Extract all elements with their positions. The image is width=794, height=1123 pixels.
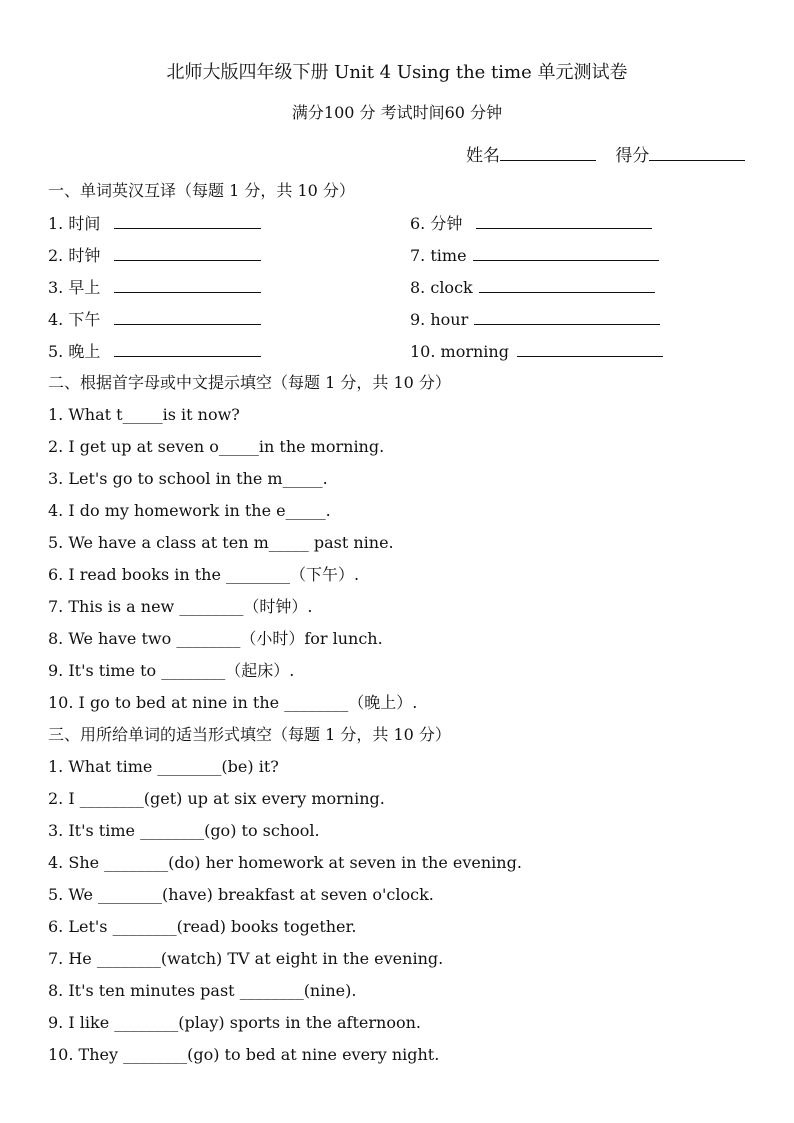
- section1-item: [410, 340, 663, 362]
- name-field[interactable]: [500, 142, 596, 161]
- section2-item: 8. We have two ________（小时）for lunch.: [48, 629, 383, 648]
- section3-item: 3. It's time ________(go) to school.: [48, 821, 320, 840]
- section1-item: [48, 244, 261, 266]
- answer-blank[interactable]: [474, 308, 660, 325]
- score-label: 得分: [615, 146, 650, 166]
- section3-item: 1. What time ________(be) it?: [48, 757, 279, 776]
- section2-item: 3. Let's go to school in the m_____.: [48, 469, 328, 488]
- section2-item: 9. It's time to ________（起床）.: [48, 661, 295, 680]
- section3-item: 9. I like ________(play) sports in the afternoon.: [48, 1013, 421, 1032]
- section3-heading: 三、用所给单词的适当形式填空（每题 1 分，共 10 分）: [48, 725, 451, 744]
- section1-item: [410, 308, 660, 330]
- item-text: 2. 时钟: [48, 246, 101, 265]
- section2-heading: 二、根据首字母或中文提示填空（每题 1 分，共 10 分）: [48, 373, 451, 392]
- section2-item: 7. This is a new ________（时钟）.: [48, 597, 313, 616]
- section1-heading: 一、单词英汉互译（每题 1 分，共 10 分）: [48, 181, 355, 200]
- section2-item: 6. I read books in the ________（下午）.: [48, 565, 360, 584]
- name-label: 姓名: [466, 146, 500, 166]
- answer-blank[interactable]: [114, 212, 261, 229]
- item-text: 1. 时间: [48, 214, 101, 233]
- section3-item: 6. Let's ________(read) books together.: [48, 917, 357, 936]
- section3-item: 4. She ________(do) her homework at seven in the evening.: [48, 853, 522, 872]
- answer-blank[interactable]: [517, 340, 663, 357]
- answer-blank[interactable]: [114, 308, 261, 325]
- answer-blank[interactable]: [479, 276, 655, 293]
- item-text: 10. morning: [410, 342, 509, 361]
- answer-blank[interactable]: [114, 244, 261, 261]
- page-title: 北师大版四年级下册 Unit 4 Using the time 单元测试卷: [166, 62, 628, 83]
- item-text: 7. time: [410, 246, 467, 265]
- section3-item: 10. They ________(go) to bed at nine every night.: [48, 1045, 440, 1064]
- section2-item: 10. I go to bed at nine in the ________（晚上）.: [48, 693, 418, 712]
- answer-blank[interactable]: [476, 212, 652, 229]
- answer-blank[interactable]: [473, 244, 659, 261]
- name-score-row: [466, 141, 745, 166]
- section3-item: 2. I ________(get) up at six every morning.: [48, 789, 385, 808]
- section1-item: [410, 212, 652, 234]
- item-text: 3. 早上: [48, 278, 101, 297]
- section2-item: 1. What t_____is it now?: [48, 405, 240, 424]
- section1-item: [410, 276, 655, 298]
- page-subtitle: 满分100 分 考试时间60 分钟: [291, 103, 503, 122]
- answer-blank[interactable]: [114, 340, 261, 357]
- section2-item: 5. We have a class at ten m_____ past nine.: [48, 533, 394, 552]
- section2-item: 4. I do my homework in the e_____.: [48, 501, 331, 520]
- answer-blank[interactable]: [114, 276, 261, 293]
- item-text: 8. clock: [410, 278, 473, 297]
- section1-item: [48, 212, 261, 234]
- section1-item: [410, 244, 659, 266]
- item-text: 5. 晚上: [48, 342, 101, 361]
- score-field[interactable]: [649, 142, 745, 161]
- section3-item: 7. He ________(watch) TV at eight in the evening.: [48, 949, 444, 968]
- item-text: 4. 下午: [48, 310, 101, 329]
- section1-item: [48, 340, 261, 362]
- section1-item: [48, 276, 261, 298]
- section3-item: 5. We ________(have) breakfast at seven o'clock.: [48, 885, 434, 904]
- section3-item: 8. It's ten minutes past ________(nine).: [48, 981, 357, 1000]
- item-text: 6. 分钟: [410, 214, 463, 233]
- section1-item: [48, 308, 261, 330]
- section2-item: 2. I get up at seven o_____in the morning.: [48, 437, 385, 456]
- item-text: 9. hour: [410, 310, 469, 329]
